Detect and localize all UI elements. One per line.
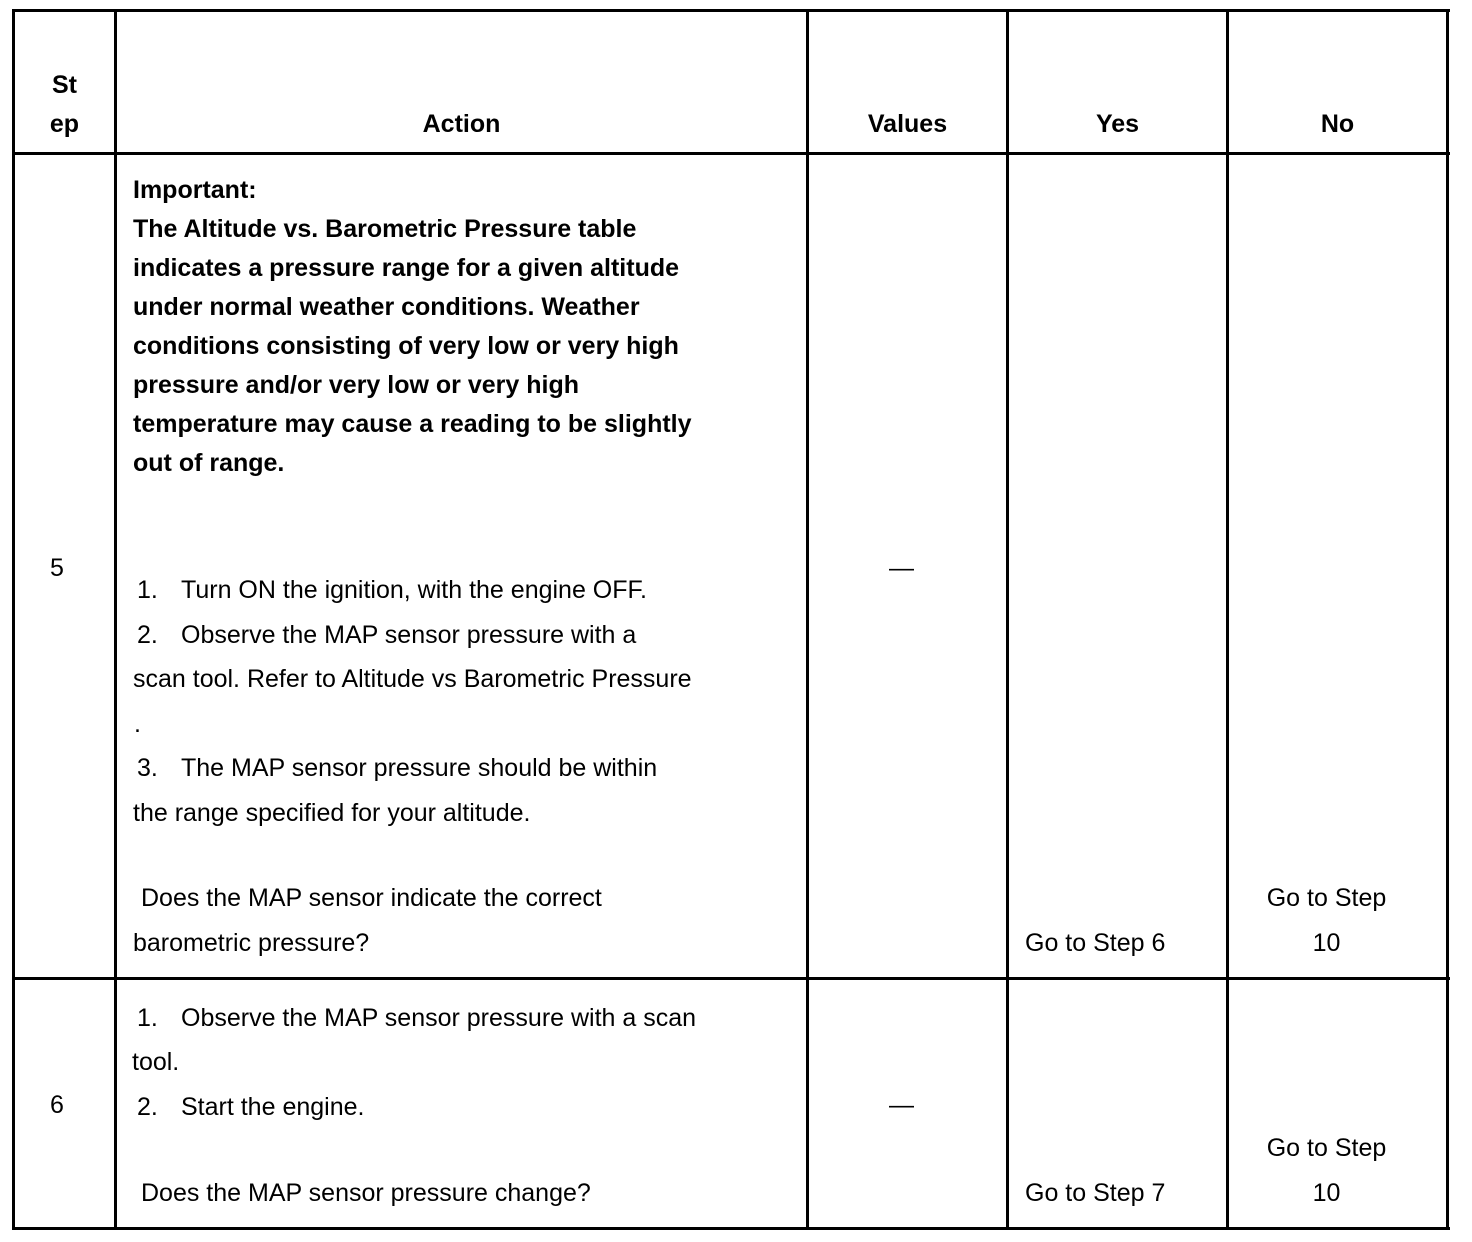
step-number: 5 (50, 554, 64, 582)
important-text-line: indicates a pressure range for a given altitude (133, 254, 680, 282)
no-link-step[interactable]: 10 (1312, 929, 1341, 957)
table-border-right (1446, 9, 1449, 1230)
important-text-line: conditions consisting of very low or very high (133, 332, 679, 360)
important-text-line: pressure and/or very low or very high (133, 371, 579, 399)
header-step-line2: ep (49, 110, 80, 138)
header-divider (12, 152, 1450, 155)
header-yes: Yes (1095, 110, 1140, 138)
important-label: Important: (133, 176, 257, 204)
question-text: Does the MAP sensor pressure change? (141, 1179, 591, 1207)
question-text: barometric pressure? (133, 929, 370, 957)
list-item-number: 2. (137, 621, 158, 649)
list-item-continuation: scan tool. Refer to Altitude vs Barometric Pressure (133, 665, 692, 693)
list-item-text: Start the engine. (181, 1093, 365, 1121)
list-item-text: Observe the MAP sensor pressure with a scan (181, 1004, 697, 1032)
column-divider-step (114, 9, 117, 1230)
list-item-number: 1. (137, 576, 158, 604)
column-divider-values (1006, 9, 1009, 1230)
no-link[interactable]: Go to Step (1266, 1134, 1387, 1162)
header-step-line1: St (52, 71, 77, 99)
list-item-text: Observe the MAP sensor pressure with a (181, 621, 637, 649)
important-text-line: out of range. (133, 449, 285, 477)
list-item-number: 1. (137, 1004, 158, 1032)
header-values: Values (867, 110, 948, 138)
list-item-number: 2. (137, 1093, 158, 1121)
important-text-line: The Altitude vs. Barometric Pressure table (133, 215, 637, 243)
list-item-number: 3. (137, 754, 158, 782)
list-item-continuation: tool. (132, 1048, 180, 1076)
list-item-text: Turn ON the ignition, with the engine OFF. (181, 576, 647, 604)
yes-link[interactable]: Go to Step 7 (1025, 1179, 1166, 1207)
header-no: No (1320, 110, 1355, 138)
yes-link[interactable]: Go to Step 6 (1025, 929, 1166, 957)
list-item-text: The MAP sensor pressure should be within (181, 754, 658, 782)
column-divider-action (806, 9, 809, 1230)
table-border-bottom (12, 1227, 1450, 1230)
table-border-left (12, 9, 15, 1230)
no-link[interactable]: Go to Step (1266, 884, 1387, 912)
no-link-step[interactable]: 10 (1312, 1179, 1341, 1207)
important-text-line: temperature may cause a reading to be slightly (133, 410, 692, 438)
row-divider (12, 977, 1450, 980)
value-dash: — (889, 1091, 914, 1119)
list-item-continuation: . (134, 710, 141, 738)
table-border-top (12, 9, 1450, 12)
important-text-line: under normal weather conditions. Weather (133, 293, 640, 321)
value-dash: — (889, 554, 914, 582)
question-text: Does the MAP sensor indicate the correct (141, 884, 602, 912)
step-number: 6 (50, 1091, 64, 1119)
list-item-continuation: the range specified for your altitude. (133, 799, 531, 827)
header-action: Action (422, 110, 501, 138)
column-divider-yes (1226, 9, 1229, 1230)
